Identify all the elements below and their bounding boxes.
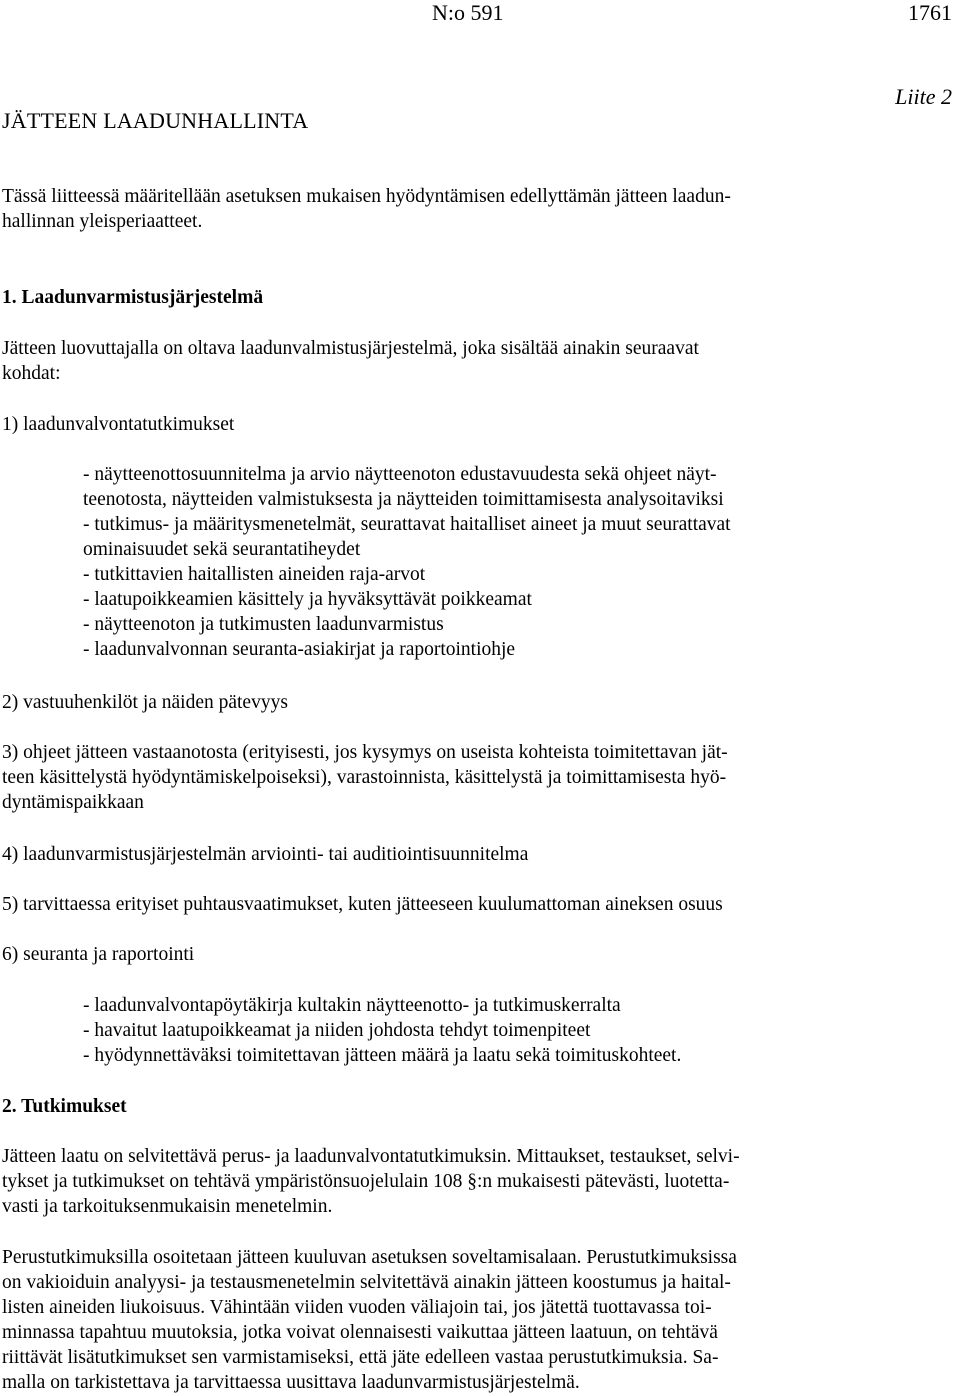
text-line: teen käsittelystä hyödyntämiskelpoiseksi), varastoinnista, käsittelystä ja toimittamisesta hyö- (2, 767, 727, 788)
sub-item: - laadunvalvonnan seuranta-asiakirjat ja raportointiohje (83, 639, 516, 660)
text-line: kohdat: (2, 363, 61, 384)
text-line: hallinnan yleisperiaatteet. (2, 211, 203, 232)
sub-item: - näytteenoton ja tutkimusten laadunvarmistus (83, 614, 444, 635)
text-line: Tässä liitteessä määritellään asetuksen mukaisen hyödyntämisen edellyttämän jätteen laadun- (2, 186, 731, 207)
list-item-3 (2, 740, 944, 815)
text-line: malla on tarkistettava ja tarvittaessa uusittava laadunvarmistusjärjestelmä. (2, 1372, 580, 1393)
list-item-2: 2) vastuuhenkilöt ja näiden pätevyys (2, 692, 288, 713)
list-item-4: 4) laadunvarmistusjärjestelmän arviointi- tai auditiointisuunnitelma (2, 844, 529, 865)
text-line: minnassa tapahtuu muutoksia, jotka voivat olennaisesti vaikuttaa jätteen laatuun, on tehtävä (2, 1322, 718, 1343)
sub-item: ominaisuudet sekä seurantatiheydet (83, 539, 361, 560)
sub-item: - laadunvalvontapöytäkirja kultakin näytteenotto- ja tutkimuskerralta (83, 995, 621, 1016)
section1-lead (2, 336, 944, 386)
document-title: JÄTTEEN LAADUNHALLINTA (2, 108, 309, 133)
text-line: listen aineiden liukoisuus. Vähintään viiden vuoden väliajoin tai, jos jätettä tuottavassa toi- (2, 1297, 712, 1318)
text-line: tykset ja tutkimukset on tehtävä ympäristönsuojelulain 108 §:n mukaisesti pätevästi, luotetta- (2, 1171, 730, 1192)
list-item-6-details (83, 993, 945, 1068)
text-line: Perustutkimuksilla osoitetaan jätteen kuuluvan asetuksen soveltamisalaan. Perustutkimuksissa (2, 1247, 737, 1268)
section2-paragraph-2 (2, 1245, 944, 1395)
text-line: vasti ja tarkoituksenmukaisin menetelmin. (2, 1196, 333, 1217)
section1-heading: 1. Laadunvarmistusjärjestelmä (2, 287, 264, 308)
section2-heading: 2. Tutkimukset (2, 1096, 127, 1117)
sub-item: - tutkimus- ja määritysmenetelmät, seurattavat haitalliset aineet ja muut seurattavat (83, 514, 731, 535)
page-number: 1761 (908, 0, 952, 25)
text-line: Jätteen laatu on selvitettävä perus- ja laadunvalvontatutkimuksin. Mittaukset, testaukset, selvi- (2, 1146, 740, 1167)
sub-item: - hyödynnettäväksi toimitettavan jätteen määrä ja laatu sekä toimituskohteet. (83, 1045, 682, 1066)
document-number: N:o 591 (432, 0, 504, 25)
sub-item: - näytteenottosuunnitelma ja arvio näytteenoton edustavuudesta sekä ohjeet näyt- (83, 464, 717, 485)
sub-item: - tutkittavien haitallisten aineiden raja-arvot (83, 564, 426, 585)
text-line: Jätteen luovuttajalla on oltava laadunvalmistusjärjestelmä, joka sisältää ainakin seuraavat (2, 338, 699, 359)
text-line: 3) ohjeet jätteen vastaanotosta (erityisesti, jos kysymys on useista kohteista toimitettavan jät- (2, 742, 728, 763)
text-line: dyntämispaikkaan (2, 792, 144, 813)
appendix-label: Liite 2 (895, 84, 952, 109)
list-item-1-details (83, 462, 945, 662)
list-item-5: 5) tarvittaessa erityiset puhtausvaatimukset, kuten jätteeseen kuulumattoman aineksen osuus (2, 894, 723, 915)
text-line: on vakioiduin analyysi- ja testausmenetelmin selvitettävä ainakin jätteen koostumus ja haital- (2, 1272, 731, 1293)
sub-item: teenotosta, näytteiden valmistuksesta ja näytteiden toimittamisesta analysoitaviksi (83, 489, 724, 510)
list-item-6: 6) seuranta ja raportointi (2, 944, 195, 965)
text-line: riittävät lisätutkimukset sen varmistamiseksi, että jäte edelleen vastaa perustutkimuksia. Sa- (2, 1347, 719, 1368)
list-item-1: 1) laadunvalvontatutkimukset (2, 414, 235, 435)
sub-item: - havaitut laatupoikkeamat ja niiden johdosta tehdyt toimenpiteet (83, 1020, 591, 1041)
section2-paragraph-1 (2, 1144, 944, 1219)
intro-paragraph (2, 184, 944, 234)
sub-item: - laatupoikkeamien käsittely ja hyväksyttävät poikkeamat (83, 589, 532, 610)
